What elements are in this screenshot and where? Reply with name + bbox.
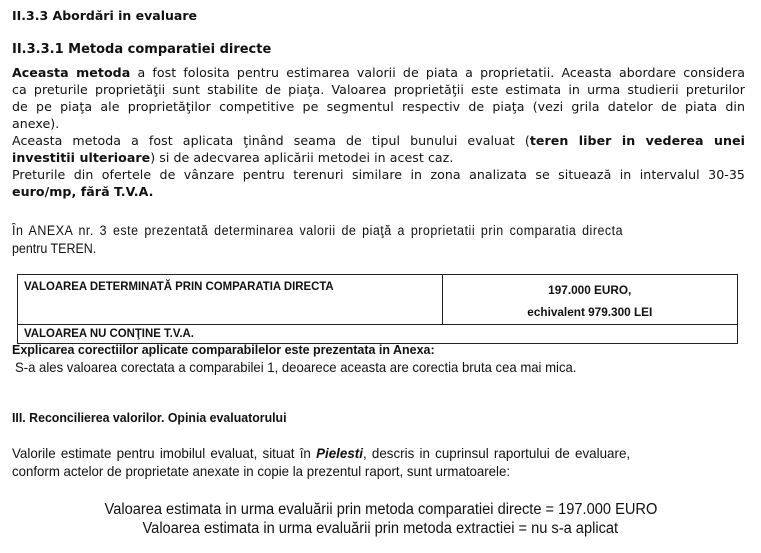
intro-paragraph bbox=[12, 64, 745, 132]
method-line-1 bbox=[12, 132, 745, 149]
annex-paragraph bbox=[12, 222, 694, 258]
intro-line-2: ca preturile proprietăţii sunt stabilite de piaţa. Valoarea proprietăţii este estimata in urma studierii preturilor bbox=[12, 82, 745, 97]
intro-line-4: anexe). bbox=[12, 116, 60, 131]
annex-line-2: pentru TEREN. bbox=[12, 241, 97, 256]
section-heading: II.3.3 Abordări in evaluare bbox=[12, 8, 197, 23]
reconciliation-heading: III. Reconcilierea valorilor. Opinia evaluatorului bbox=[12, 410, 287, 425]
method-line-1-bold: teren liber in vederea unei bbox=[529, 133, 745, 148]
reconciliation-line-1 bbox=[12, 445, 734, 463]
value-label-cell bbox=[18, 275, 443, 325]
property-location: Pielesti bbox=[316, 446, 363, 461]
result-direct-comparison-text: Valoarea estimata in urma evaluării prin metoda comparatiei directe = 197.000 EURO bbox=[104, 501, 657, 518]
result-extraction-text: Valoarea estimata in urma evaluării prin metoda extractiei = nu s-a aplicat bbox=[142, 520, 619, 537]
method-line-2-bold: investitii ulterioare bbox=[12, 150, 151, 165]
method-line-4 bbox=[12, 183, 745, 200]
intro-line-1 bbox=[12, 64, 745, 81]
price-unit-note: euro/mp, fără T.V.A. bbox=[12, 184, 154, 199]
value-lei: echivalent 979.300 LEI bbox=[527, 305, 653, 319]
result-direct-comparison bbox=[0, 500, 761, 520]
explanation-heading: Explicarea corectiilor aplicate comparabilelor este prezentata in Anexa: bbox=[12, 342, 435, 357]
value-table bbox=[17, 274, 738, 344]
method-line-3: Preturile din ofertele de vânzare pentru terenuri similare in zona analizata se situează in intervalul 30-35 bbox=[12, 167, 745, 182]
value-row bbox=[18, 275, 738, 325]
intro-line-1-text: a fost folosita pentru estimarea valorii de piata a proprietatii. Aceasta abordare considera bbox=[130, 65, 745, 80]
vat-note-cell bbox=[18, 325, 738, 344]
subsection-heading: II.3.3.1 Metoda comparatiei directe bbox=[12, 42, 272, 57]
method-line-2-text: ) si de adecvarea aplicării metodei in acest caz. bbox=[150, 150, 454, 165]
vat-note-row bbox=[18, 325, 738, 344]
annex-line-1: În ANEXA nr. 3 este prezentată determinarea valorii de piaţă a proprietatii prin comparatia directa bbox=[12, 223, 624, 238]
method-paragraph bbox=[12, 132, 745, 200]
value-eur: 197.000 EURO, bbox=[548, 283, 632, 297]
value-amount-cell bbox=[443, 275, 738, 325]
explanation-body: S-a ales valoarea corectata a comparabilei 1, deoarece aceasta are corectia bruta cea mai mica. bbox=[15, 360, 577, 375]
value-label: VALOAREA DETERMINATĂ PRIN COMPARATIA DIRECTA bbox=[24, 279, 334, 293]
reconciliation-paragraph bbox=[12, 445, 745, 481]
vat-note: VALOAREA NU CONŢINE T.V.A. bbox=[24, 326, 194, 340]
reconciliation-line-1-pre: Valorile estimate pentru imobilul evaluat, situat în bbox=[12, 446, 317, 461]
result-extraction bbox=[0, 519, 761, 539]
reconciliation-line-1-post: , descris in cuprinsul raportului de evaluare, bbox=[362, 446, 631, 461]
method-line-2 bbox=[12, 149, 745, 166]
reconciliation-line-2: conform actelor de proprietate anexate in copie la prezentul raport, sunt urmatoarele: bbox=[12, 464, 511, 479]
intro-line-3: de pe piaţa ale proprietăţilor competitive pe segmentul respectiv de piaţa (vezi grila datelor de piata din bbox=[12, 99, 745, 114]
intro-bold-lead: Aceasta metoda bbox=[12, 65, 131, 80]
method-line-1-text: Aceasta metoda a fost aplicata ţinând seama de tipul bunului evaluat ( bbox=[12, 133, 530, 148]
